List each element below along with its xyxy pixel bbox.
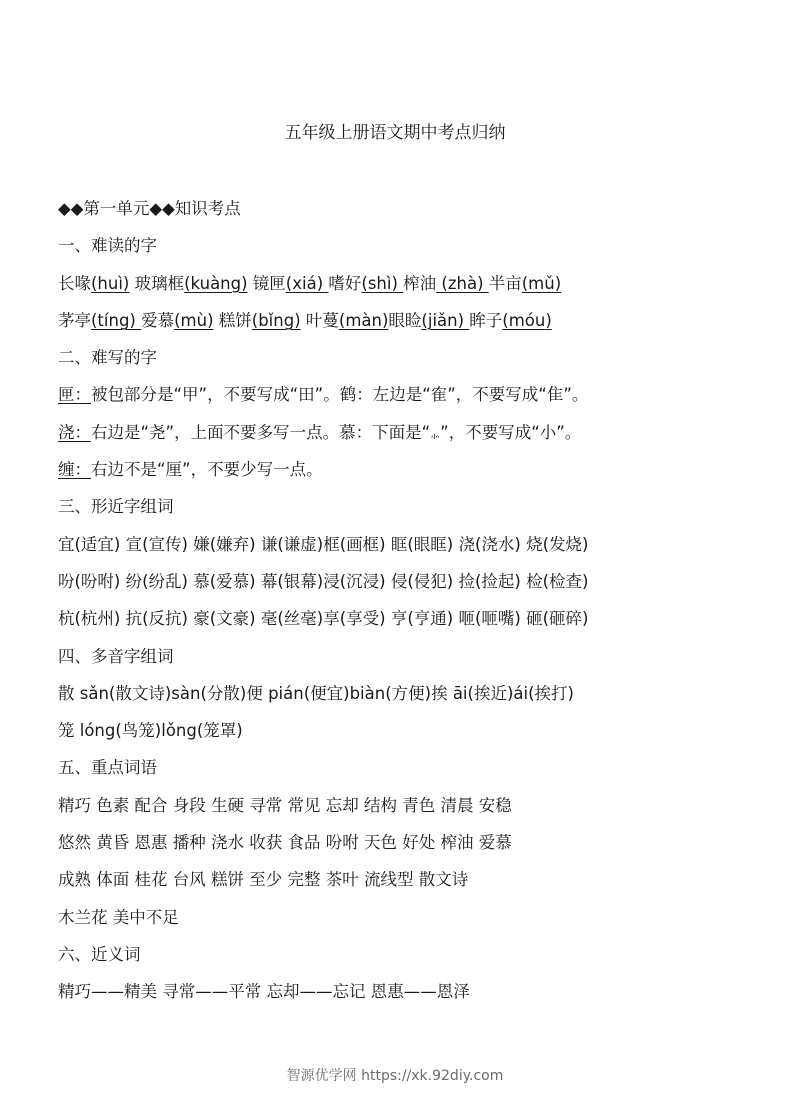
section-3-row: 吩(吩咐) 纷(纷乱) 慕(爱慕) 幕(银幕)浸(沉浸) 侵(侵犯) 捡(捡起) 检(检查) — [58, 571, 589, 591]
underlined-text: (zhà) — [436, 273, 489, 293]
text-segment: 右边不是“厘”，不要少写一点。 — [91, 460, 323, 480]
section-3-row: 杭(杭州) 抗(反抗) 豪(文豪) 毫(丝毫)享(享受) 亨(亨通) 咂(咂嘴) 砸(砸碎) — [58, 609, 589, 629]
text-segment: 右边是“尧”，上面不要多写一点。慕：下面是“ — [91, 422, 431, 442]
underlined-text: 匣： — [58, 385, 91, 405]
text-segment: 榨油 — [403, 273, 437, 293]
section-2-heading: 二、难写的字 — [58, 348, 157, 368]
underlined-text: (màn) — [338, 310, 389, 330]
unit-heading: ◆◆第一单元◆◆知识考点 — [58, 199, 241, 218]
text-segment: 嗜好 — [328, 273, 362, 293]
text-segment: 长喙 — [58, 273, 91, 293]
section-5-row: 成熟 体面 桂花 台风 糕饼 至少 完整 茶叶 流线型 散文诗 — [58, 870, 469, 890]
text-segment: 眼睑 — [388, 310, 422, 330]
section-3-heading: 三、形近字组词 — [58, 497, 174, 517]
text-segment: 被包部分是“甲”，不要写成“田”。鹤：左边是“隺”，不要写成“隹”。 — [91, 385, 589, 405]
section-1-row — [58, 308, 758, 345]
section-4-row: 笼 lóng(鸟笼)lǒng(笼罩) — [58, 721, 243, 741]
text-segment: 镜匣 — [247, 273, 286, 293]
underlined-text: (shì) — [361, 273, 404, 293]
underlined-text: (móu) — [502, 310, 552, 330]
text-segment: 眸子 — [469, 310, 503, 330]
underlined-text: (mǔ) — [521, 273, 562, 293]
underlined-text: (jiǎn) — [421, 310, 470, 330]
section-1-row — [58, 271, 758, 308]
section-5-row: 精巧 色素 配合 身段 生硬 寻常 常见 忘却 结构 青色 清晨 安稳 — [58, 795, 512, 815]
underlined-text: (kuàng) — [184, 273, 248, 293]
section-6-row: 精巧——精美 寻常——平常 忘却——忘记 恩惠——恩泽 — [58, 982, 470, 1002]
text-segment: 半亩 — [488, 273, 522, 293]
section-1-heading: 一、难读的字 — [58, 236, 157, 256]
section-2-row — [58, 457, 758, 494]
section-6-heading: 六、近义词 — [58, 944, 141, 964]
text-segment: ”，不要写成“小”。 — [440, 422, 582, 442]
underlined-text: (huì) — [91, 273, 130, 293]
section-5-row: 悠然 黄昏 恩惠 播种 浇水 收获 食品 吩咐 天色 好处 榨油 爱慕 — [58, 833, 512, 853]
underlined-text: 浇： — [58, 422, 91, 442]
section-5-heading: 五、重点词语 — [58, 758, 157, 778]
section-3-row: 宜(适宜) 宣(宣传) 嫌(嫌弃) 谦(谦虚)框(画框) 眶(眼眶) 浇(浇水) 烧(发烧) — [58, 534, 589, 554]
section-4-heading: 四、多音字组词 — [58, 646, 174, 666]
underlined-text: (bǐng) — [251, 310, 301, 330]
section-2-row — [58, 382, 758, 419]
text-segment: 玻璃框 — [129, 273, 185, 293]
underlined-text: (tíng) — [91, 310, 142, 330]
text-segment: ⺗ — [430, 429, 441, 441]
footer-watermark: 智源优学网 https://xk.92diy.com — [286, 1068, 504, 1084]
section-5-row: 木兰花 美中不足 — [58, 907, 179, 927]
document-body — [58, 196, 758, 1017]
page-title: 五年级上册语文期中考点归纳 — [284, 123, 506, 143]
underlined-text: (xiá) — [285, 273, 329, 293]
text-segment: 爱慕 — [141, 310, 175, 330]
text-segment: 茅亭 — [58, 310, 91, 330]
underlined-text: 缠： — [58, 460, 91, 480]
section-2-row — [58, 420, 758, 457]
text-segment: 糕饼 — [213, 310, 252, 330]
text-segment: 叶蔓 — [300, 310, 339, 330]
underlined-text: (mù) — [174, 310, 214, 330]
section-4-row: 散 sǎn(散文诗)sàn(分散)便 pián(便宜)biàn(方便)挨 āi(挨近)ái(挨打) — [58, 683, 574, 703]
